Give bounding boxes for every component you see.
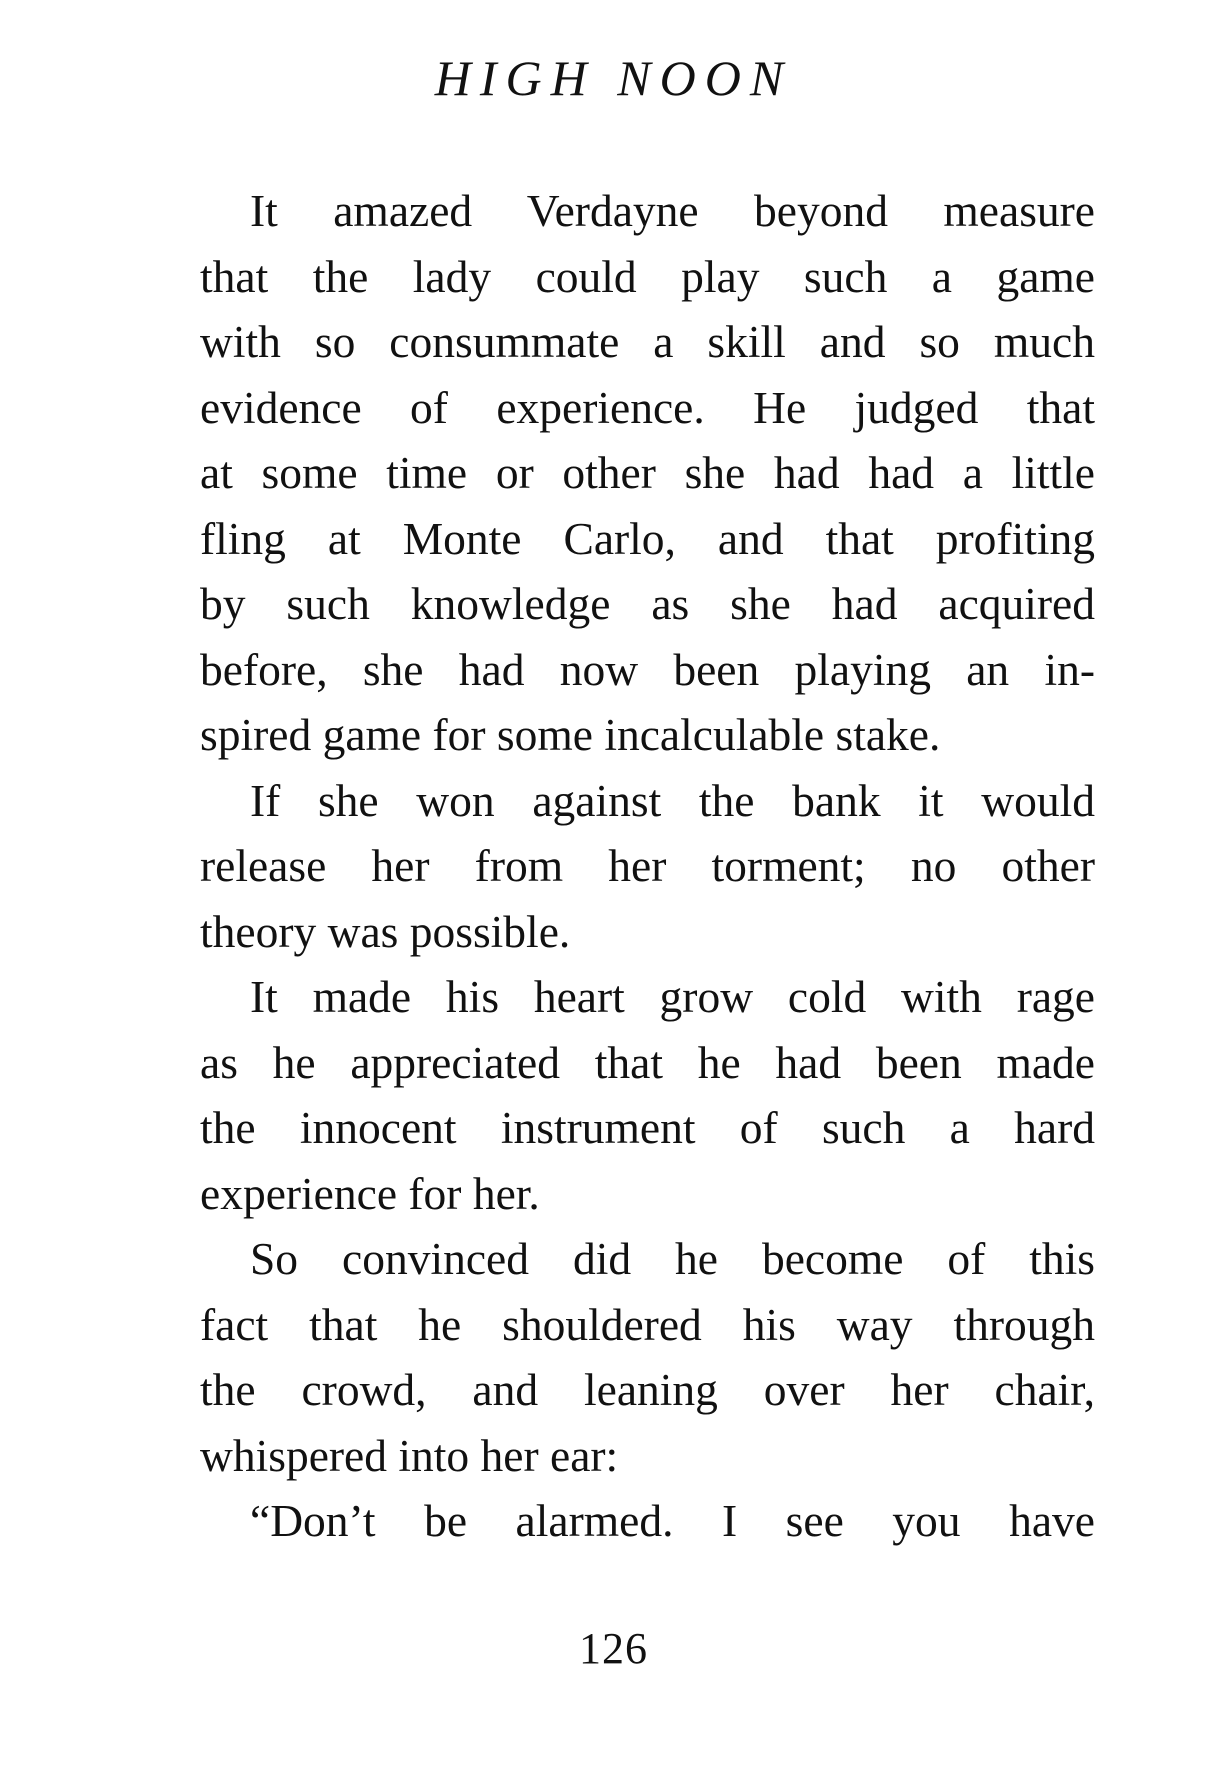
text-line: with so consummate a skill and so much [200, 316, 1095, 367]
page-number: 126 [579, 1624, 648, 1673]
text-line: at some time or other she had had a little [200, 447, 1095, 498]
text-line: It amazed Verdayne beyond measure [250, 185, 1095, 236]
text-line: the innocent instrument of such a hard [200, 1102, 1095, 1153]
text-line: whispered into her ear: [200, 1429, 619, 1481]
text-line: release her from her torment; no other [200, 840, 1095, 891]
text-line: before, she had now been playing an in- [200, 643, 1095, 695]
text-line: It made his heart grow cold with rage [250, 971, 1095, 1022]
text-line: “Don’t be alarmed. I see you have [250, 1495, 1095, 1546]
body-text [200, 178, 1095, 1554]
text-line: fact that he shouldered his way through [200, 1298, 1095, 1350]
text-line: So convinced did he become of this [250, 1233, 1095, 1284]
text-line: If she won against the bank it would [250, 774, 1095, 826]
text-line: evidence of experience. He judged that [200, 381, 1095, 433]
text-line: experience for her. [200, 1167, 540, 1219]
text-line: as he appreciated that he had been made [200, 1036, 1095, 1088]
text-line: the crowd, and leaning over her chair, [200, 1364, 1095, 1415]
text-line: spired game for some incalculable stake. [200, 709, 941, 760]
text-line: by such knowledge as she had acquired [200, 578, 1095, 629]
text-line: that the lady could play such a game [200, 250, 1095, 302]
running-head: HIGH NOON [434, 50, 793, 106]
text-line: fling at Monte Carlo, and that profiting [200, 512, 1095, 564]
text-line: theory was possible. [200, 905, 571, 957]
